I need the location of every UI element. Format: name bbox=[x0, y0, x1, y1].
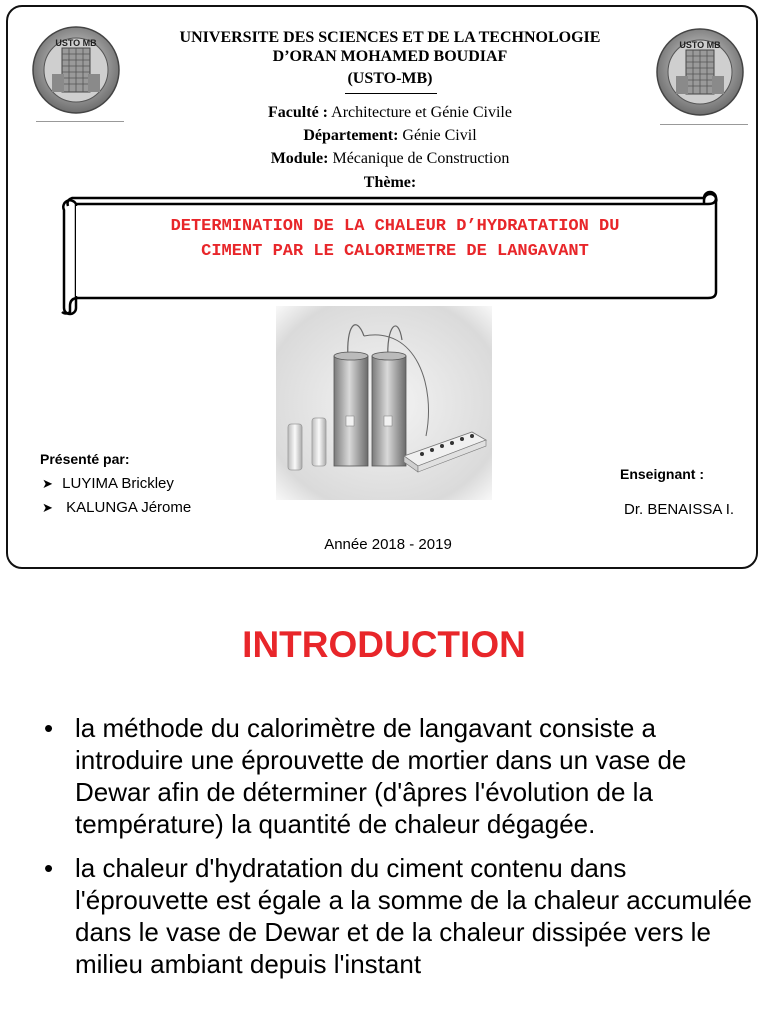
faculty-label: Faculté : bbox=[268, 104, 329, 121]
module-value: Mécanique de Construction bbox=[332, 150, 510, 167]
bullet-dot-icon: • bbox=[44, 853, 54, 883]
theme-title-line-2: CIMENT PAR LE CALORIMETRE DE LANGAVANT bbox=[201, 242, 589, 261]
department-line bbox=[130, 126, 650, 146]
logo-underline bbox=[36, 121, 124, 122]
author-name: KALUNGA Jérome bbox=[66, 499, 192, 516]
university-logo-right bbox=[656, 26, 744, 118]
presented-by-label: Présenté par: bbox=[40, 451, 130, 467]
logo-text: USTO MB bbox=[55, 38, 97, 48]
university-logo-left bbox=[32, 24, 120, 116]
faculty-line bbox=[130, 103, 650, 123]
bullet-text: la méthode du calorimètre de langavant consiste a introduire une éprouvette de mortier dans un vase de Dewar afin de déterminer (d'âpres l'évolution de la température) la quantité de chaleur dégagée. bbox=[75, 713, 687, 839]
author-item bbox=[42, 475, 174, 492]
module-line bbox=[130, 149, 650, 169]
university-divider bbox=[345, 93, 437, 94]
arrow-bullet-icon: ➤ bbox=[42, 476, 53, 491]
bullet-dot-icon: • bbox=[44, 713, 54, 743]
teacher-label: Enseignant : bbox=[620, 466, 705, 482]
author-item bbox=[42, 499, 191, 516]
arrow-bullet-icon: ➤ bbox=[42, 500, 53, 515]
department-label: Département: bbox=[303, 127, 399, 144]
theme-label: Thème: bbox=[363, 174, 417, 191]
university-name-line-2: D’ORAN MOHAMED BOUDIAF bbox=[272, 48, 508, 65]
university-acronym: (USTO-MB) bbox=[347, 70, 433, 87]
logo-underline bbox=[660, 124, 748, 125]
module-label: Module: bbox=[270, 150, 329, 167]
academic-year: Année 2018 - 2019 bbox=[324, 536, 452, 553]
theme-title bbox=[100, 214, 690, 264]
university-name-line-1: UNIVERSITE DES SCIENCES ET DE LA TECHNOLOGIE bbox=[179, 29, 601, 46]
introduction-title: INTRODUCTION bbox=[242, 624, 526, 665]
author-name: LUYIMA Brickley bbox=[62, 475, 174, 492]
bullet-item bbox=[40, 712, 755, 840]
teacher-name: Dr. BENAISSA I. bbox=[624, 501, 735, 518]
bullet-item bbox=[40, 852, 755, 980]
calorimeter-photo bbox=[276, 306, 492, 500]
faculty-value: Architecture et Génie Civile bbox=[331, 104, 512, 121]
logo-text: USTO MB bbox=[679, 40, 721, 50]
bullet-text: la chaleur d'hydratation du ciment contenu dans l'éprouvette est égale a la somme de la chaleur accumulée dans le vase de Dewar et de la chaleur dissipée vers le milieu ambiant depuis l'instant bbox=[75, 853, 753, 979]
department-value: Génie Civil bbox=[402, 127, 477, 144]
theme-title-line-1: DETERMINATION DE LA CHALEUR D’HYDRATATION DU bbox=[170, 217, 620, 236]
introduction-bullets bbox=[40, 712, 755, 992]
